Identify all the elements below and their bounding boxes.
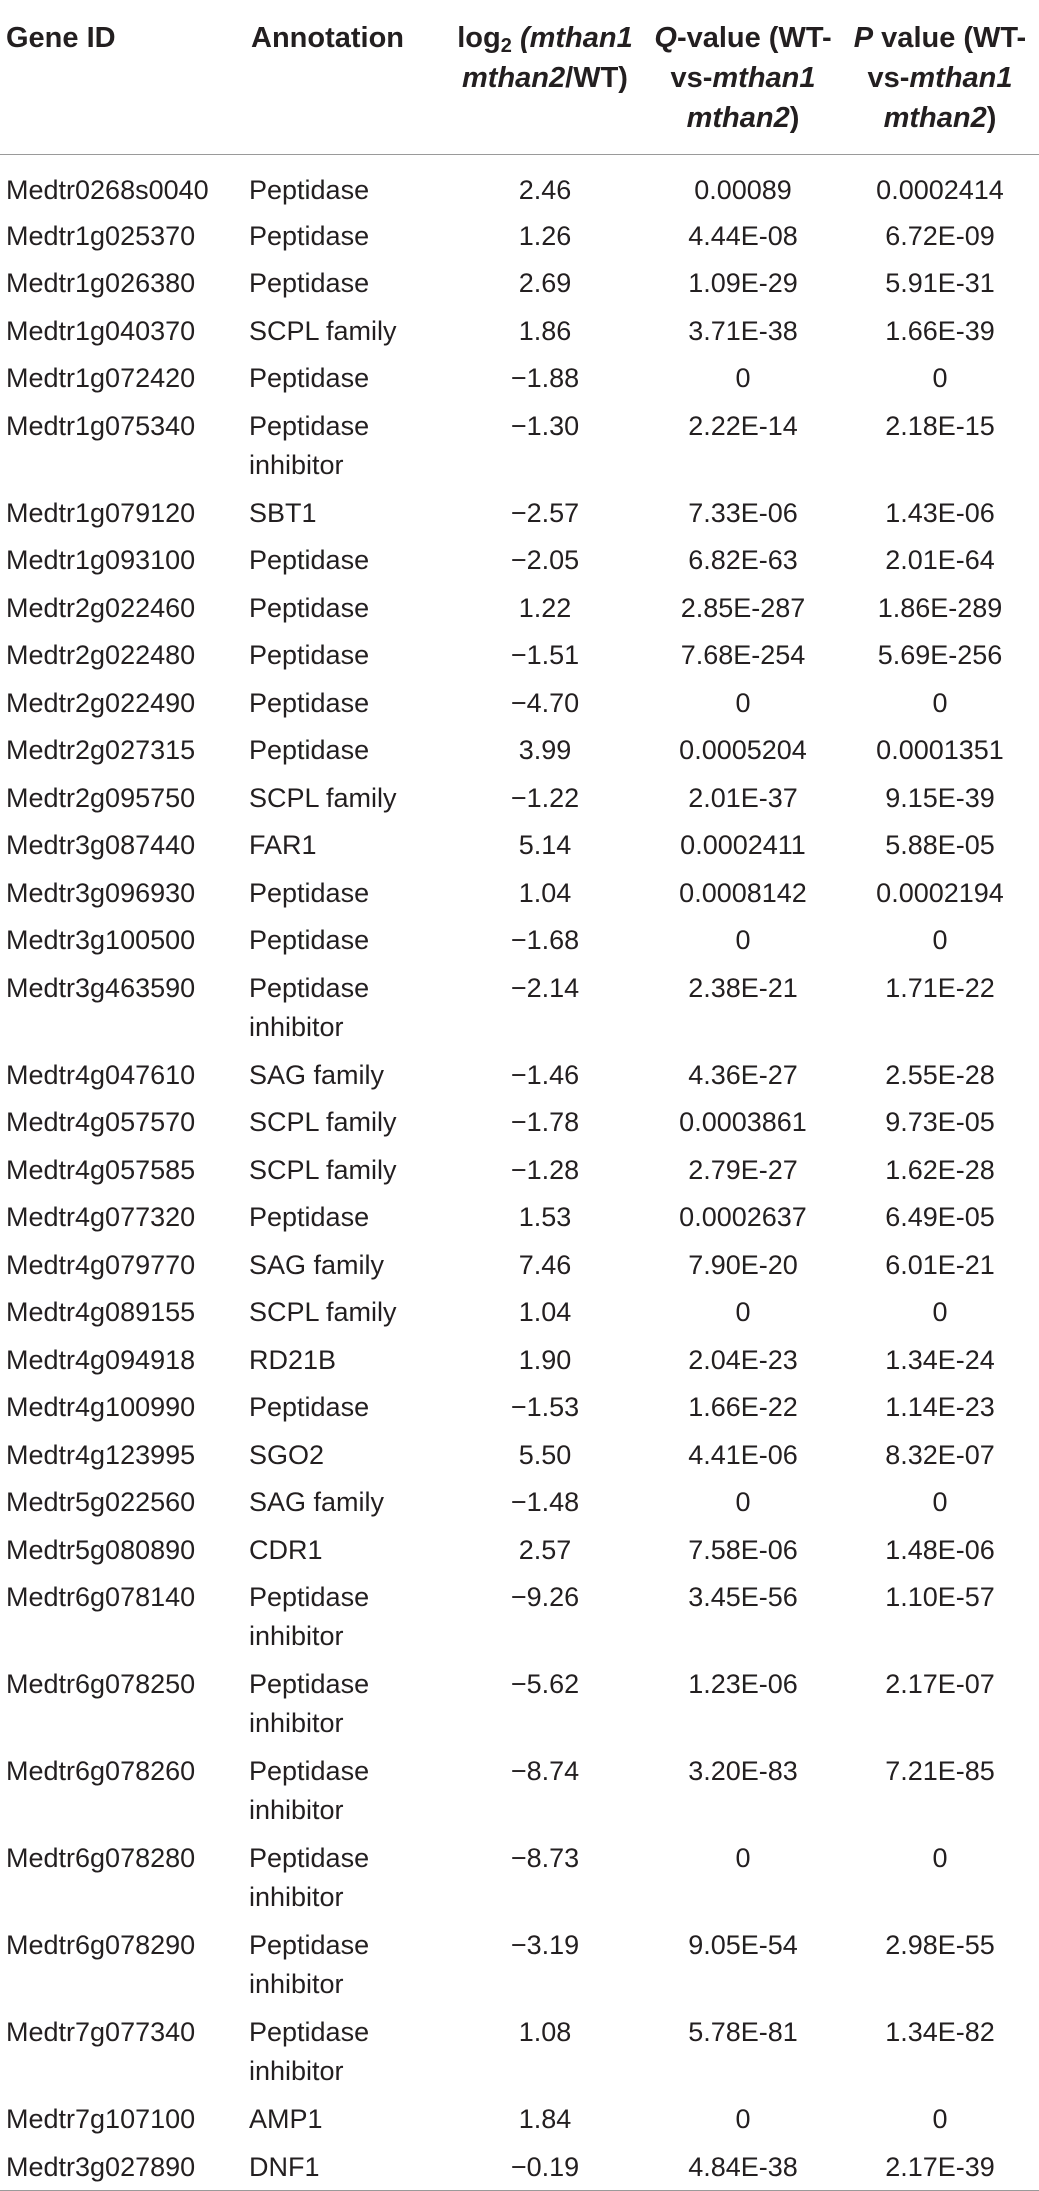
- q-value-cell: 0: [735, 1297, 751, 1327]
- log2-fold-change-cell: 2.46: [518, 175, 572, 205]
- gene-id-cell: Medtr1g093100: [6, 545, 196, 575]
- annotation-cell: Peptidase: [249, 220, 370, 251]
- annotation-cell: SAG family: [249, 1249, 385, 1280]
- gene-id-cell: Medtr7g107100: [6, 2104, 196, 2134]
- q-value-cell: 0: [735, 1487, 751, 1517]
- table-row: [0, 869, 1039, 917]
- p-value-cell: 0: [932, 1487, 948, 1517]
- table-row: [0, 1098, 1039, 1146]
- table-row: [0, 354, 1039, 402]
- header-q-value: [645, 0, 841, 155]
- table-row: [0, 1834, 1039, 1921]
- q-value-cell: 7.90E-20: [688, 1249, 798, 1280]
- log2-fold-change-cell: 5.14: [518, 830, 572, 860]
- table-row: [0, 1921, 1039, 2008]
- p-value-cell: 2.17E-39: [841, 2143, 1039, 2191]
- log2-fold-change-cell: −1.53: [510, 1392, 580, 1422]
- log2-fold-change-cell: −1.48: [510, 1487, 580, 1517]
- annotation-cell: Peptidase: [249, 363, 370, 393]
- annotation-cell: Peptidase inhibitor: [249, 1930, 370, 1999]
- p-value-cell: 0: [932, 687, 948, 718]
- table-row: [0, 1146, 1039, 1194]
- header-annotation-text: Annotation: [251, 22, 405, 54]
- log2-fold-change-cell: −5.62: [510, 1669, 580, 1699]
- table-row: [0, 1336, 1039, 1384]
- table-row: [0, 916, 1039, 964]
- gene-id-cell: Medtr1g025370: [6, 220, 196, 251]
- gene-id-cell: Medtr4g057585: [6, 1154, 196, 1185]
- annotation-cell: Peptidase inhibitor: [249, 1756, 370, 1825]
- table-row: [0, 726, 1039, 774]
- table-row: [0, 1526, 1039, 1574]
- gene-id-cell: Medtr3g027890: [0, 2143, 245, 2191]
- q-value-cell: 2.01E-37: [688, 782, 798, 813]
- p-value-cell: 1.71E-22: [885, 972, 995, 1003]
- table-row: [0, 1431, 1039, 1479]
- table-row: [0, 212, 1039, 260]
- annotation-cell: DNF1: [245, 2143, 445, 2191]
- gene-id-cell: Medtr1g075340: [6, 410, 196, 441]
- annotation-cell: SBT1: [249, 497, 317, 528]
- p-value-cell: 1.86E-289: [877, 592, 1003, 623]
- annotation-cell: Peptidase: [249, 545, 370, 575]
- annotation-cell: FAR1: [249, 830, 317, 860]
- gene-id-cell: Medtr4g089155: [6, 1297, 196, 1327]
- table-row: [0, 1383, 1039, 1431]
- gene-id-cell: Medtr4g123995: [6, 1439, 196, 1470]
- gene-id-cell: Medtr5g080890: [6, 1534, 196, 1565]
- annotation-cell: SCPL family: [249, 782, 397, 813]
- annotation-cell: Peptidase inhibitor: [249, 1669, 370, 1738]
- q-value-cell: 4.36E-27: [688, 1059, 798, 1090]
- p-value-cell: 0.0002414: [876, 175, 1004, 205]
- log2-fold-change-cell: 1.84: [518, 2104, 572, 2134]
- q-value-cell: 1.09E-29: [688, 268, 798, 298]
- table-row: [0, 1051, 1039, 1099]
- table-row: [0, 679, 1039, 727]
- q-value-cell: 2.04E-23: [688, 1344, 798, 1375]
- annotation-cell: Peptidase inhibitor: [249, 972, 370, 1042]
- p-value-cell: 0: [932, 1843, 948, 1873]
- annotation-cell: SGO2: [249, 1439, 325, 1470]
- log2-fold-change-cell: −0.19: [445, 2143, 645, 2191]
- p-value-cell: 2.55E-28: [885, 1059, 995, 1090]
- q-value-cell: 2.38E-21: [688, 972, 798, 1003]
- table-row: [0, 1478, 1039, 1526]
- p-value-cell: 5.91E-31: [885, 268, 995, 298]
- p-value-cell: 1.34E-24: [885, 1344, 995, 1375]
- annotation-cell: SCPL family: [249, 1154, 397, 1185]
- annotation-cell: Peptidase: [249, 1202, 370, 1232]
- log2-fold-change-cell: 1.08: [518, 2017, 572, 2047]
- log2-fold-change-cell: −1.30: [510, 410, 580, 441]
- q-value-cell: 4.84E-38: [645, 2143, 841, 2191]
- log2-fold-change-cell: 3.99: [518, 735, 572, 765]
- annotation-cell: SCPL family: [249, 1297, 397, 1327]
- gene-id-cell: Medtr4g079770: [6, 1249, 196, 1280]
- p-value-cell: 0: [932, 363, 948, 393]
- annotation-cell: Peptidase: [249, 268, 370, 298]
- table-row: [0, 1573, 1039, 1660]
- q-value-cell: 0: [735, 687, 751, 718]
- gene-id-cell: Medtr0268s0040: [6, 175, 209, 205]
- annotation-cell: Peptidase: [249, 925, 370, 955]
- log2-fold-change-cell: −9.26: [510, 1582, 580, 1612]
- log2-fold-change-cell: −1.68: [510, 925, 580, 955]
- log2-fold-change-cell: 1.04: [518, 1297, 572, 1327]
- table-row: [0, 155, 1039, 212]
- annotation-cell: AMP1: [249, 2104, 323, 2134]
- annotation-cell: Peptidase inhibitor: [249, 410, 370, 480]
- annotation-cell: Peptidase: [249, 735, 370, 765]
- log2-fold-change-cell: −8.73: [510, 1843, 580, 1873]
- header-log2-italic-1: (mthan1: [519, 22, 633, 54]
- q-value-cell: 7.33E-06: [688, 497, 798, 528]
- q-value-cell: 0: [735, 1843, 751, 1873]
- header-q-italic: Q: [654, 22, 677, 54]
- log2-fold-change-cell: −1.46: [510, 1059, 580, 1090]
- annotation-cell: SAG family: [249, 1059, 385, 1090]
- log2-fold-change-cell: −4.70: [510, 687, 580, 718]
- p-value-cell: 2.18E-15: [885, 410, 995, 441]
- annotation-cell: Peptidase: [249, 1392, 370, 1422]
- q-value-cell: 1.66E-22: [688, 1392, 798, 1422]
- table-row: [0, 774, 1039, 822]
- log2-fold-change-cell: 2.69: [518, 268, 572, 298]
- annotation-cell: Peptidase inhibitor: [249, 1843, 370, 1912]
- log2-fold-change-cell: 1.53: [518, 1202, 572, 1232]
- header-q-vs: vs-: [670, 62, 713, 94]
- q-value-cell: 0: [735, 925, 751, 955]
- log2-fold-change-cell: −1.51: [510, 640, 580, 670]
- annotation-cell: SCPL family: [249, 315, 397, 346]
- q-value-cell: 7.68E-254: [680, 640, 806, 670]
- p-value-cell: 7.21E-85: [885, 1756, 995, 1786]
- p-value-cell: 9.73E-05: [885, 1107, 995, 1137]
- annotation-cell: SAG family: [249, 1487, 385, 1517]
- annotation-cell: Peptidase inhibitor: [249, 1582, 370, 1651]
- p-value-cell: 0: [932, 925, 948, 955]
- p-value-cell: 2.98E-55: [885, 1930, 995, 1960]
- q-value-cell: 0.0003861: [679, 1107, 807, 1137]
- p-value-cell: 6.49E-05: [885, 1202, 995, 1232]
- header-annotation: [245, 0, 445, 155]
- table-row: [0, 402, 1039, 489]
- gene-id-cell: Medtr4g077320: [6, 1202, 196, 1232]
- p-value-cell: 0.0001351: [876, 735, 1004, 765]
- header-p-value: [841, 0, 1039, 155]
- q-value-cell: 0: [735, 2104, 751, 2134]
- header-row: [0, 0, 1039, 155]
- q-value-cell: 7.58E-06: [688, 1534, 798, 1565]
- gene-id-cell: Medtr6g078280: [6, 1843, 196, 1873]
- q-value-cell: 3.71E-38: [688, 315, 798, 346]
- gene-id-cell: Medtr2g022490: [6, 687, 196, 718]
- log2-fold-change-cell: 7.46: [518, 1249, 572, 1280]
- table-body: [0, 155, 1039, 2191]
- p-value-cell: 9.15E-39: [885, 782, 995, 813]
- table-row: [0, 1193, 1039, 1241]
- gene-id-cell: Medtr4g047610: [6, 1059, 196, 1090]
- p-value-cell: 0: [932, 2104, 948, 2134]
- p-value-cell: 1.62E-28: [885, 1154, 995, 1185]
- table-row: [0, 2143, 1039, 2191]
- p-value-cell: 1.66E-39: [885, 315, 995, 346]
- q-value-cell: 2.85E-287: [680, 592, 806, 623]
- table-row: [0, 631, 1039, 679]
- p-value-cell: 5.88E-05: [885, 830, 995, 860]
- header-p-italic: P: [853, 22, 874, 54]
- gene-id-cell: Medtr4g094918: [6, 1344, 196, 1375]
- p-value-cell: 1.34E-82: [885, 2017, 995, 2047]
- log2-fold-change-cell: 1.04: [518, 877, 572, 908]
- table-header: [0, 0, 1039, 155]
- header-p-close: ): [986, 102, 997, 134]
- q-value-cell: 2.22E-14: [688, 410, 798, 441]
- q-value-cell: 4.41E-06: [688, 1439, 798, 1470]
- gene-id-cell: Medtr3g087440: [6, 830, 196, 860]
- gene-id-cell: Medtr6g078250: [6, 1669, 196, 1699]
- q-value-cell: 1.23E-06: [688, 1669, 798, 1699]
- log2-fold-change-cell: −3.19: [510, 1930, 580, 1960]
- header-log2-italic-2: mthan2: [462, 62, 566, 94]
- gene-id-cell: Medtr4g100990: [6, 1392, 196, 1422]
- log2-fold-change-cell: −1.78: [510, 1107, 580, 1137]
- header-log2-sub: 2: [500, 35, 512, 57]
- header-log2: [445, 0, 645, 155]
- table-row: [0, 259, 1039, 307]
- table-row: [0, 1660, 1039, 1747]
- header-q-italic-2: mthan1: [712, 62, 816, 94]
- log2-fold-change-cell: 1.26: [518, 220, 572, 251]
- log2-fold-change-cell: 1.22: [518, 592, 572, 623]
- header-q-italic-3: mthan2: [686, 102, 790, 134]
- table-row: [0, 2095, 1039, 2143]
- q-value-cell: 5.78E-81: [688, 2017, 798, 2047]
- p-value-cell: 2.01E-64: [885, 545, 995, 575]
- table-row: [0, 489, 1039, 537]
- header-p-italic-2: mthan1: [909, 62, 1013, 94]
- header-p-italic-3: mthan2: [883, 102, 987, 134]
- table-row: [0, 307, 1039, 355]
- log2-fold-change-cell: 2.57: [518, 1534, 572, 1565]
- gene-id-cell: Medtr1g040370: [6, 315, 196, 346]
- gene-id-cell: Medtr5g022560: [6, 1487, 196, 1517]
- q-value-cell: 2.79E-27: [688, 1154, 798, 1185]
- annotation-cell: Peptidase: [249, 175, 370, 205]
- annotation-cell: Peptidase: [249, 687, 370, 718]
- header-log2-plain: /WT): [565, 62, 628, 94]
- q-value-cell: 4.44E-08: [688, 220, 798, 251]
- header-log2-prefix: log: [457, 22, 501, 54]
- p-value-cell: 1.43E-06: [885, 497, 995, 528]
- annotation-cell: CDR1: [249, 1534, 323, 1565]
- annotation-cell: RD21B: [249, 1344, 337, 1375]
- table-row: [0, 2008, 1039, 2095]
- q-value-cell: 0.00089: [694, 175, 792, 205]
- p-value-cell: 0: [932, 1297, 948, 1327]
- p-value-cell: 6.01E-21: [885, 1249, 995, 1280]
- table-row: [0, 1241, 1039, 1289]
- header-p-vs: vs-: [867, 62, 910, 94]
- gene-id-cell: Medtr3g100500: [6, 925, 196, 955]
- header-q-plain: -value (WT-: [676, 22, 832, 54]
- annotation-cell: Peptidase inhibitor: [249, 2017, 370, 2086]
- log2-fold-change-cell: −8.74: [510, 1756, 580, 1786]
- q-value-cell: 0.0008142: [679, 877, 807, 908]
- annotation-cell: Peptidase: [249, 640, 370, 670]
- header-q-close: ): [789, 102, 800, 134]
- q-value-cell: 9.05E-54: [688, 1930, 798, 1960]
- gene-id-cell: Medtr7g077340: [6, 2017, 196, 2047]
- gene-id-cell: Medtr1g026380: [6, 268, 196, 298]
- annotation-cell: Peptidase: [249, 877, 370, 908]
- q-value-cell: 3.20E-83: [688, 1756, 798, 1786]
- table-row: [0, 964, 1039, 1051]
- q-value-cell: 0.0002411: [680, 830, 806, 860]
- log2-fold-change-cell: −1.22: [510, 782, 580, 813]
- log2-fold-change-cell: −1.28: [510, 1154, 580, 1185]
- gene-id-cell: Medtr1g072420: [6, 363, 196, 393]
- p-value-cell: 1.10E-57: [885, 1582, 995, 1612]
- p-value-cell: 1.14E-23: [885, 1392, 995, 1422]
- header-gene-id: [0, 0, 245, 155]
- q-value-cell: 0.0005204: [679, 735, 807, 765]
- gene-id-cell: Medtr2g095750: [6, 782, 196, 813]
- log2-fold-change-cell: 1.86: [518, 315, 572, 346]
- gene-id-cell: Medtr4g057570: [6, 1107, 196, 1137]
- table-row: [0, 1288, 1039, 1336]
- q-value-cell: 0: [735, 363, 751, 393]
- annotation-cell: SCPL family: [249, 1107, 397, 1137]
- p-value-cell: 2.17E-07: [885, 1669, 995, 1699]
- gene-id-cell: Medtr3g463590: [6, 972, 196, 1003]
- gene-id-cell: Medtr2g022460: [6, 592, 196, 623]
- table-row: [0, 584, 1039, 632]
- gene-id-cell: Medtr2g027315: [6, 735, 196, 765]
- q-value-cell: 3.45E-56: [688, 1582, 798, 1612]
- log2-fold-change-cell: −2.14: [510, 972, 580, 1003]
- gene-id-cell: Medtr2g022480: [6, 640, 196, 670]
- annotation-cell: Peptidase: [249, 592, 370, 623]
- log2-fold-change-cell: −2.05: [510, 545, 580, 575]
- q-value-cell: 6.82E-63: [688, 545, 798, 575]
- log2-fold-change-cell: 5.50: [518, 1439, 572, 1470]
- gene-id-cell: Medtr6g078290: [6, 1930, 196, 1960]
- gene-id-cell: Medtr1g079120: [6, 497, 196, 528]
- table-row: [0, 821, 1039, 869]
- log2-fold-change-cell: −1.88: [510, 363, 580, 393]
- log2-fold-change-cell: −2.57: [510, 497, 580, 528]
- header-p-plain: value (WT-: [873, 22, 1027, 54]
- p-value-cell: 5.69E-256: [877, 640, 1003, 670]
- gene-id-cell: Medtr6g078140: [6, 1582, 196, 1612]
- p-value-cell: 8.32E-07: [885, 1439, 995, 1470]
- p-value-cell: 6.72E-09: [885, 220, 995, 251]
- table-row: [0, 1747, 1039, 1834]
- header-gene-id-text: Gene ID: [6, 22, 116, 54]
- q-value-cell: 0.0002637: [679, 1202, 807, 1232]
- log2-fold-change-cell: 1.90: [518, 1344, 572, 1375]
- p-value-cell: 1.48E-06: [885, 1534, 995, 1565]
- p-value-cell: 0.0002194: [876, 877, 1004, 908]
- gene-id-cell: Medtr6g078260: [6, 1756, 196, 1786]
- gene-id-cell: Medtr3g096930: [6, 877, 196, 908]
- table-row: [0, 536, 1039, 584]
